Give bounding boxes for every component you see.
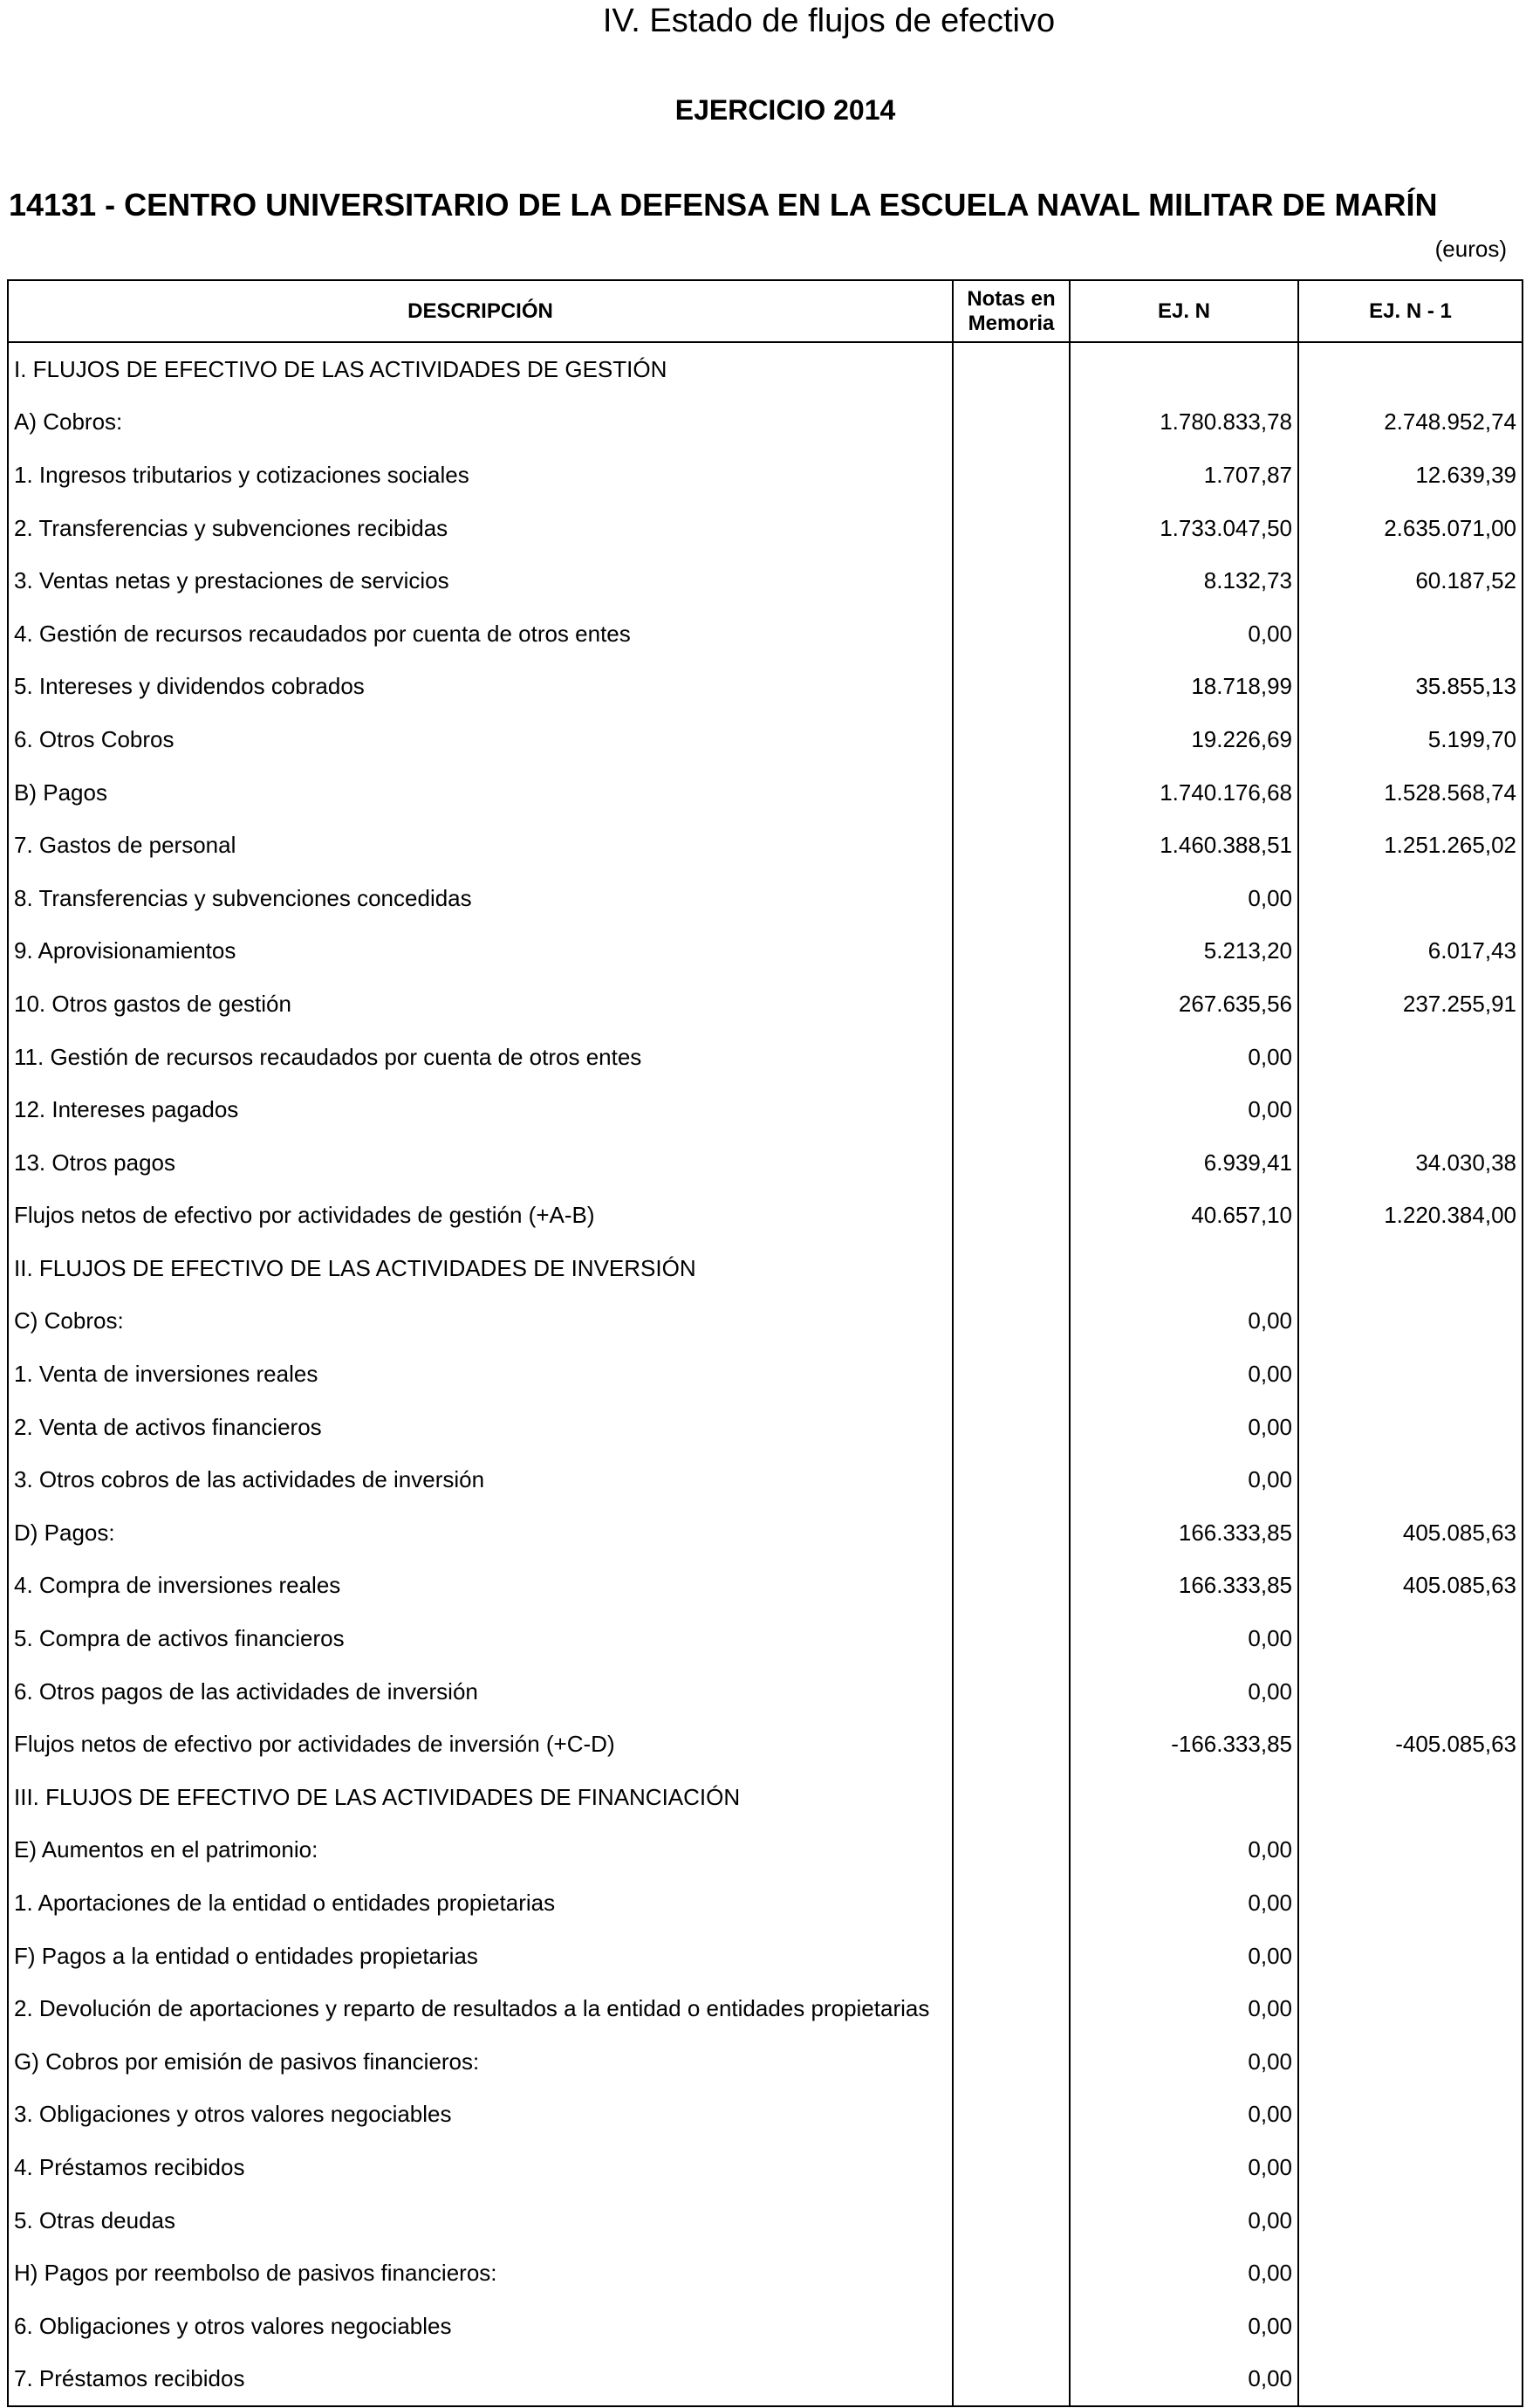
row-notes: [953, 872, 1070, 925]
row-label: D) Pagos:: [8, 1506, 953, 1560]
row-notes: [953, 1771, 1070, 1824]
row-value-previous: [1298, 1242, 1523, 1295]
row-value-current: 0,00: [1070, 2353, 1298, 2407]
row-value-current: [1070, 1242, 1298, 1295]
row-value-current: 0,00: [1070, 2089, 1298, 2142]
row-value-current: 1.780.833,78: [1070, 396, 1298, 449]
row-value-current: 0,00: [1070, 2194, 1298, 2247]
row-value-current: 0,00: [1070, 1083, 1298, 1136]
row-notes: [953, 2300, 1070, 2353]
table-row: [8, 1876, 1523, 1930]
row-notes: [953, 1718, 1070, 1771]
row-value-previous: 6.017,43: [1298, 925, 1523, 978]
row-label: 10. Otros gastos de gestión: [8, 978, 953, 1031]
row-label: 3. Ventas netas y prestaciones de servicios: [8, 554, 953, 607]
row-value-previous: 35.855,13: [1298, 661, 1523, 714]
row-value-current: 0,00: [1070, 2300, 1298, 2353]
row-label: 13. Otros pagos: [8, 1136, 953, 1190]
row-value-current: 5.213,20: [1070, 925, 1298, 978]
table-row: [8, 2035, 1523, 2089]
table-row: [8, 1136, 1523, 1190]
table-row: [8, 2194, 1523, 2247]
row-value-previous: [1298, 2353, 1523, 2407]
table-row: [8, 819, 1523, 872]
currency-units: (euros): [1434, 236, 1507, 262]
row-value-previous: [1298, 1348, 1523, 1401]
row-notes: [953, 978, 1070, 1031]
row-label: Flujos netos de efectivo por actividades de inversión (+C-D): [8, 1718, 953, 1771]
row-value-previous: [1298, 1612, 1523, 1665]
table-row: [8, 342, 1523, 396]
header-notes: Notas en Memoria: [953, 280, 1070, 342]
row-value-previous: [1298, 342, 1523, 396]
row-notes: [953, 2353, 1070, 2407]
row-value-current: 0,00: [1070, 1824, 1298, 1877]
row-notes: [953, 1506, 1070, 1560]
row-value-previous: [1298, 607, 1523, 661]
row-value-previous: [1298, 1876, 1523, 1930]
row-value-current: 6.939,41: [1070, 1136, 1298, 1190]
header-previous-year: EJ. N - 1: [1298, 280, 1523, 342]
row-label: 2. Devolución de aportaciones y reparto de resultados a la entidad o entidades propietarias: [8, 1982, 953, 2035]
row-label: II. FLUJOS DE EFECTIVO DE LAS ACTIVIDADES DE INVERSIÓN: [8, 1242, 953, 1295]
table-row: [8, 1824, 1523, 1877]
row-value-previous: [1298, 2141, 1523, 2194]
row-label: 11. Gestión de recursos recaudados por cuenta de otros entes: [8, 1031, 953, 1084]
row-value-previous: [1298, 1930, 1523, 1983]
header-description: DESCRIPCIÓN: [8, 280, 953, 342]
row-value-current: [1070, 1771, 1298, 1824]
table-row: [8, 1031, 1523, 1084]
cash-flow-table: [7, 279, 1523, 2407]
row-value-previous: [1298, 2089, 1523, 2142]
row-notes: [953, 1242, 1070, 1295]
row-value-current: 0,00: [1070, 1453, 1298, 1506]
row-label: I. FLUJOS DE EFECTIVO DE LAS ACTIVIDADES DE GESTIÓN: [8, 342, 953, 396]
row-value-previous: [1298, 1401, 1523, 1454]
table-row: [8, 978, 1523, 1031]
table-row: [8, 661, 1523, 714]
row-value-current: 18.718,99: [1070, 661, 1298, 714]
table-row: [8, 607, 1523, 661]
row-label: 4. Préstamos recibidos: [8, 2141, 953, 2194]
row-value-current: 267.635,56: [1070, 978, 1298, 1031]
table-row: [8, 1718, 1523, 1771]
row-value-current: 0,00: [1070, 1982, 1298, 2035]
row-value-previous: 1.251.265,02: [1298, 819, 1523, 872]
row-value-previous: [1298, 1295, 1523, 1348]
row-label: 4. Gestión de recursos recaudados por cuenta de otros entes: [8, 607, 953, 661]
row-value-previous: [1298, 1031, 1523, 1084]
row-label: 6. Obligaciones y otros valores negociables: [8, 2300, 953, 2353]
row-label: 12. Intereses pagados: [8, 1083, 953, 1136]
table-row: [8, 1453, 1523, 1506]
row-notes: [953, 1295, 1070, 1348]
row-label: H) Pagos por reembolso de pasivos financieros:: [8, 2247, 953, 2300]
table-row: [8, 872, 1523, 925]
table-row: [8, 554, 1523, 607]
row-value-current: 0,00: [1070, 1665, 1298, 1719]
table-row: [8, 2353, 1523, 2407]
row-notes: [953, 2141, 1070, 2194]
row-label: III. FLUJOS DE EFECTIVO DE LAS ACTIVIDADES DE FINANCIACIÓN: [8, 1771, 953, 1824]
row-notes: [953, 1930, 1070, 1983]
row-value-previous: [1298, 1982, 1523, 2035]
row-value-previous: [1298, 1771, 1523, 1824]
table-row: [8, 502, 1523, 555]
row-label: 3. Obligaciones y otros valores negociables: [8, 2089, 953, 2142]
table-row: [8, 925, 1523, 978]
row-notes: [953, 449, 1070, 502]
row-label: G) Cobros por emisión de pasivos financieros:: [8, 2035, 953, 2089]
row-value-current: 0,00: [1070, 1930, 1298, 1983]
table-row: [8, 1190, 1523, 1243]
row-value-previous: 2.748.952,74: [1298, 396, 1523, 449]
table-row: [8, 396, 1523, 449]
row-label: A) Cobros:: [8, 396, 953, 449]
row-label: B) Pagos: [8, 766, 953, 820]
table-row: [8, 1348, 1523, 1401]
row-label: F) Pagos a la entidad o entidades propietarias: [8, 1930, 953, 1983]
row-value-previous: 1.528.568,74: [1298, 766, 1523, 820]
row-notes: [953, 1031, 1070, 1084]
row-value-current: 19.226,69: [1070, 713, 1298, 766]
row-value-previous: [1298, 2247, 1523, 2300]
table-row: [8, 2089, 1523, 2142]
row-value-previous: 405.085,63: [1298, 1560, 1523, 1613]
row-notes: [953, 342, 1070, 396]
row-notes: [953, 1824, 1070, 1877]
row-label: 1. Venta de inversiones reales: [8, 1348, 953, 1401]
table-row: [8, 1930, 1523, 1983]
row-label: 6. Otros Cobros: [8, 713, 953, 766]
row-label: 2. Venta de activos financieros: [8, 1401, 953, 1454]
row-label: 3. Otros cobros de las actividades de inversión: [8, 1453, 953, 1506]
row-notes: [953, 1401, 1070, 1454]
row-label: 7. Gastos de personal: [8, 819, 953, 872]
table-row: [8, 1771, 1523, 1824]
row-value-current: 166.333,85: [1070, 1506, 1298, 1560]
page-title: IV. Estado de flujos de efectivo: [602, 3, 1056, 39]
row-value-current: 0,00: [1070, 1295, 1298, 1348]
table-row: [8, 449, 1523, 502]
row-value-current: 0,00: [1070, 872, 1298, 925]
row-notes: [953, 1083, 1070, 1136]
row-label: Flujos netos de efectivo por actividades de gestión (+A-B): [8, 1190, 953, 1243]
row-notes: [953, 925, 1070, 978]
row-value-previous: [1298, 2035, 1523, 2089]
row-label: 6. Otros pagos de las actividades de inversión: [8, 1665, 953, 1719]
row-label: E) Aumentos en el patrimonio:: [8, 1824, 953, 1877]
row-label: C) Cobros:: [8, 1295, 953, 1348]
row-notes: [953, 1665, 1070, 1719]
row-notes: [953, 396, 1070, 449]
row-value-current: -166.333,85: [1070, 1718, 1298, 1771]
row-notes: [953, 2247, 1070, 2300]
row-label: 7. Préstamos recibidos: [8, 2353, 953, 2407]
row-value-current: 0,00: [1070, 2247, 1298, 2300]
table-row: [8, 1612, 1523, 1665]
row-value-previous: [1298, 872, 1523, 925]
table-row: [8, 713, 1523, 766]
row-notes: [953, 661, 1070, 714]
row-value-current: 1.460.388,51: [1070, 819, 1298, 872]
row-label: 9. Aprovisionamientos: [8, 925, 953, 978]
table-row: [8, 1982, 1523, 2035]
row-notes: [953, 1982, 1070, 2035]
row-notes: [953, 2194, 1070, 2247]
row-notes: [953, 1136, 1070, 1190]
row-value-previous: 237.255,91: [1298, 978, 1523, 1031]
table-row: [8, 766, 1523, 820]
row-notes: [953, 766, 1070, 820]
row-value-current: 8.132,73: [1070, 554, 1298, 607]
row-value-previous: 5.199,70: [1298, 713, 1523, 766]
row-value-current: 0,00: [1070, 1876, 1298, 1930]
row-value-previous: [1298, 2300, 1523, 2353]
row-notes: [953, 1876, 1070, 1930]
table-row: [8, 2141, 1523, 2194]
row-value-current: 1.733.047,50: [1070, 502, 1298, 555]
row-value-previous: [1298, 1453, 1523, 1506]
table-row: [8, 1401, 1523, 1454]
row-label: 1. Ingresos tributarios y cotizaciones sociales: [8, 449, 953, 502]
row-notes: [953, 819, 1070, 872]
table-row: [8, 2247, 1523, 2300]
row-notes: [953, 1190, 1070, 1243]
row-value-current: 1.707,87: [1070, 449, 1298, 502]
row-notes: [953, 607, 1070, 661]
row-label: 5. Intereses y dividendos cobrados: [8, 661, 953, 714]
row-value-previous: 2.635.071,00: [1298, 502, 1523, 555]
row-notes: [953, 502, 1070, 555]
entity-name: 14131 - CENTRO UNIVERSITARIO DE LA DEFENSA EN LA ESCUELA NAVAL MILITAR DE MARÍN: [9, 187, 1438, 223]
fiscal-year: EJERCICIO 2014: [674, 94, 896, 126]
row-value-previous: [1298, 1824, 1523, 1877]
row-label: 2. Transferencias y subvenciones recibidas: [8, 502, 953, 555]
row-notes: [953, 1348, 1070, 1401]
row-value-current: 0,00: [1070, 2141, 1298, 2194]
row-value-previous: [1298, 1665, 1523, 1719]
row-value-current: 0,00: [1070, 1401, 1298, 1454]
row-value-previous: -405.085,63: [1298, 1718, 1523, 1771]
row-value-current: 1.740.176,68: [1070, 766, 1298, 820]
row-value-previous: [1298, 2194, 1523, 2247]
row-notes: [953, 2089, 1070, 2142]
row-notes: [953, 1453, 1070, 1506]
row-value-current: 0,00: [1070, 2035, 1298, 2089]
table-row: [8, 2300, 1523, 2353]
row-value-previous: 12.639,39: [1298, 449, 1523, 502]
row-value-previous: 1.220.384,00: [1298, 1190, 1523, 1243]
table-header-row: [8, 280, 1523, 342]
row-value-previous: 60.187,52: [1298, 554, 1523, 607]
row-label: 4. Compra de inversiones reales: [8, 1560, 953, 1613]
table-row: [8, 1295, 1523, 1348]
header-current-year: EJ. N: [1070, 280, 1298, 342]
row-value-current: 166.333,85: [1070, 1560, 1298, 1613]
row-label: 8. Transferencias y subvenciones concedidas: [8, 872, 953, 925]
table-row: [8, 1665, 1523, 1719]
row-value-current: 0,00: [1070, 607, 1298, 661]
row-value-current: 0,00: [1070, 1612, 1298, 1665]
row-value-previous: [1298, 1083, 1523, 1136]
row-notes: [953, 2035, 1070, 2089]
row-notes: [953, 713, 1070, 766]
row-label: 5. Compra de activos financieros: [8, 1612, 953, 1665]
row-value-current: 40.657,10: [1070, 1190, 1298, 1243]
table-row: [8, 1506, 1523, 1560]
table-row: [8, 1083, 1523, 1136]
row-value-current: [1070, 342, 1298, 396]
row-value-previous: 405.085,63: [1298, 1506, 1523, 1560]
row-value-current: 0,00: [1070, 1031, 1298, 1084]
row-notes: [953, 1560, 1070, 1613]
table-row: [8, 1242, 1523, 1295]
table-row: [8, 1560, 1523, 1613]
row-value-current: 0,00: [1070, 1348, 1298, 1401]
row-notes: [953, 1612, 1070, 1665]
row-label: 1. Aportaciones de la entidad o entidades propietarias: [8, 1876, 953, 1930]
row-notes: [953, 554, 1070, 607]
row-value-previous: 34.030,38: [1298, 1136, 1523, 1190]
row-label: 5. Otras deudas: [8, 2194, 953, 2247]
